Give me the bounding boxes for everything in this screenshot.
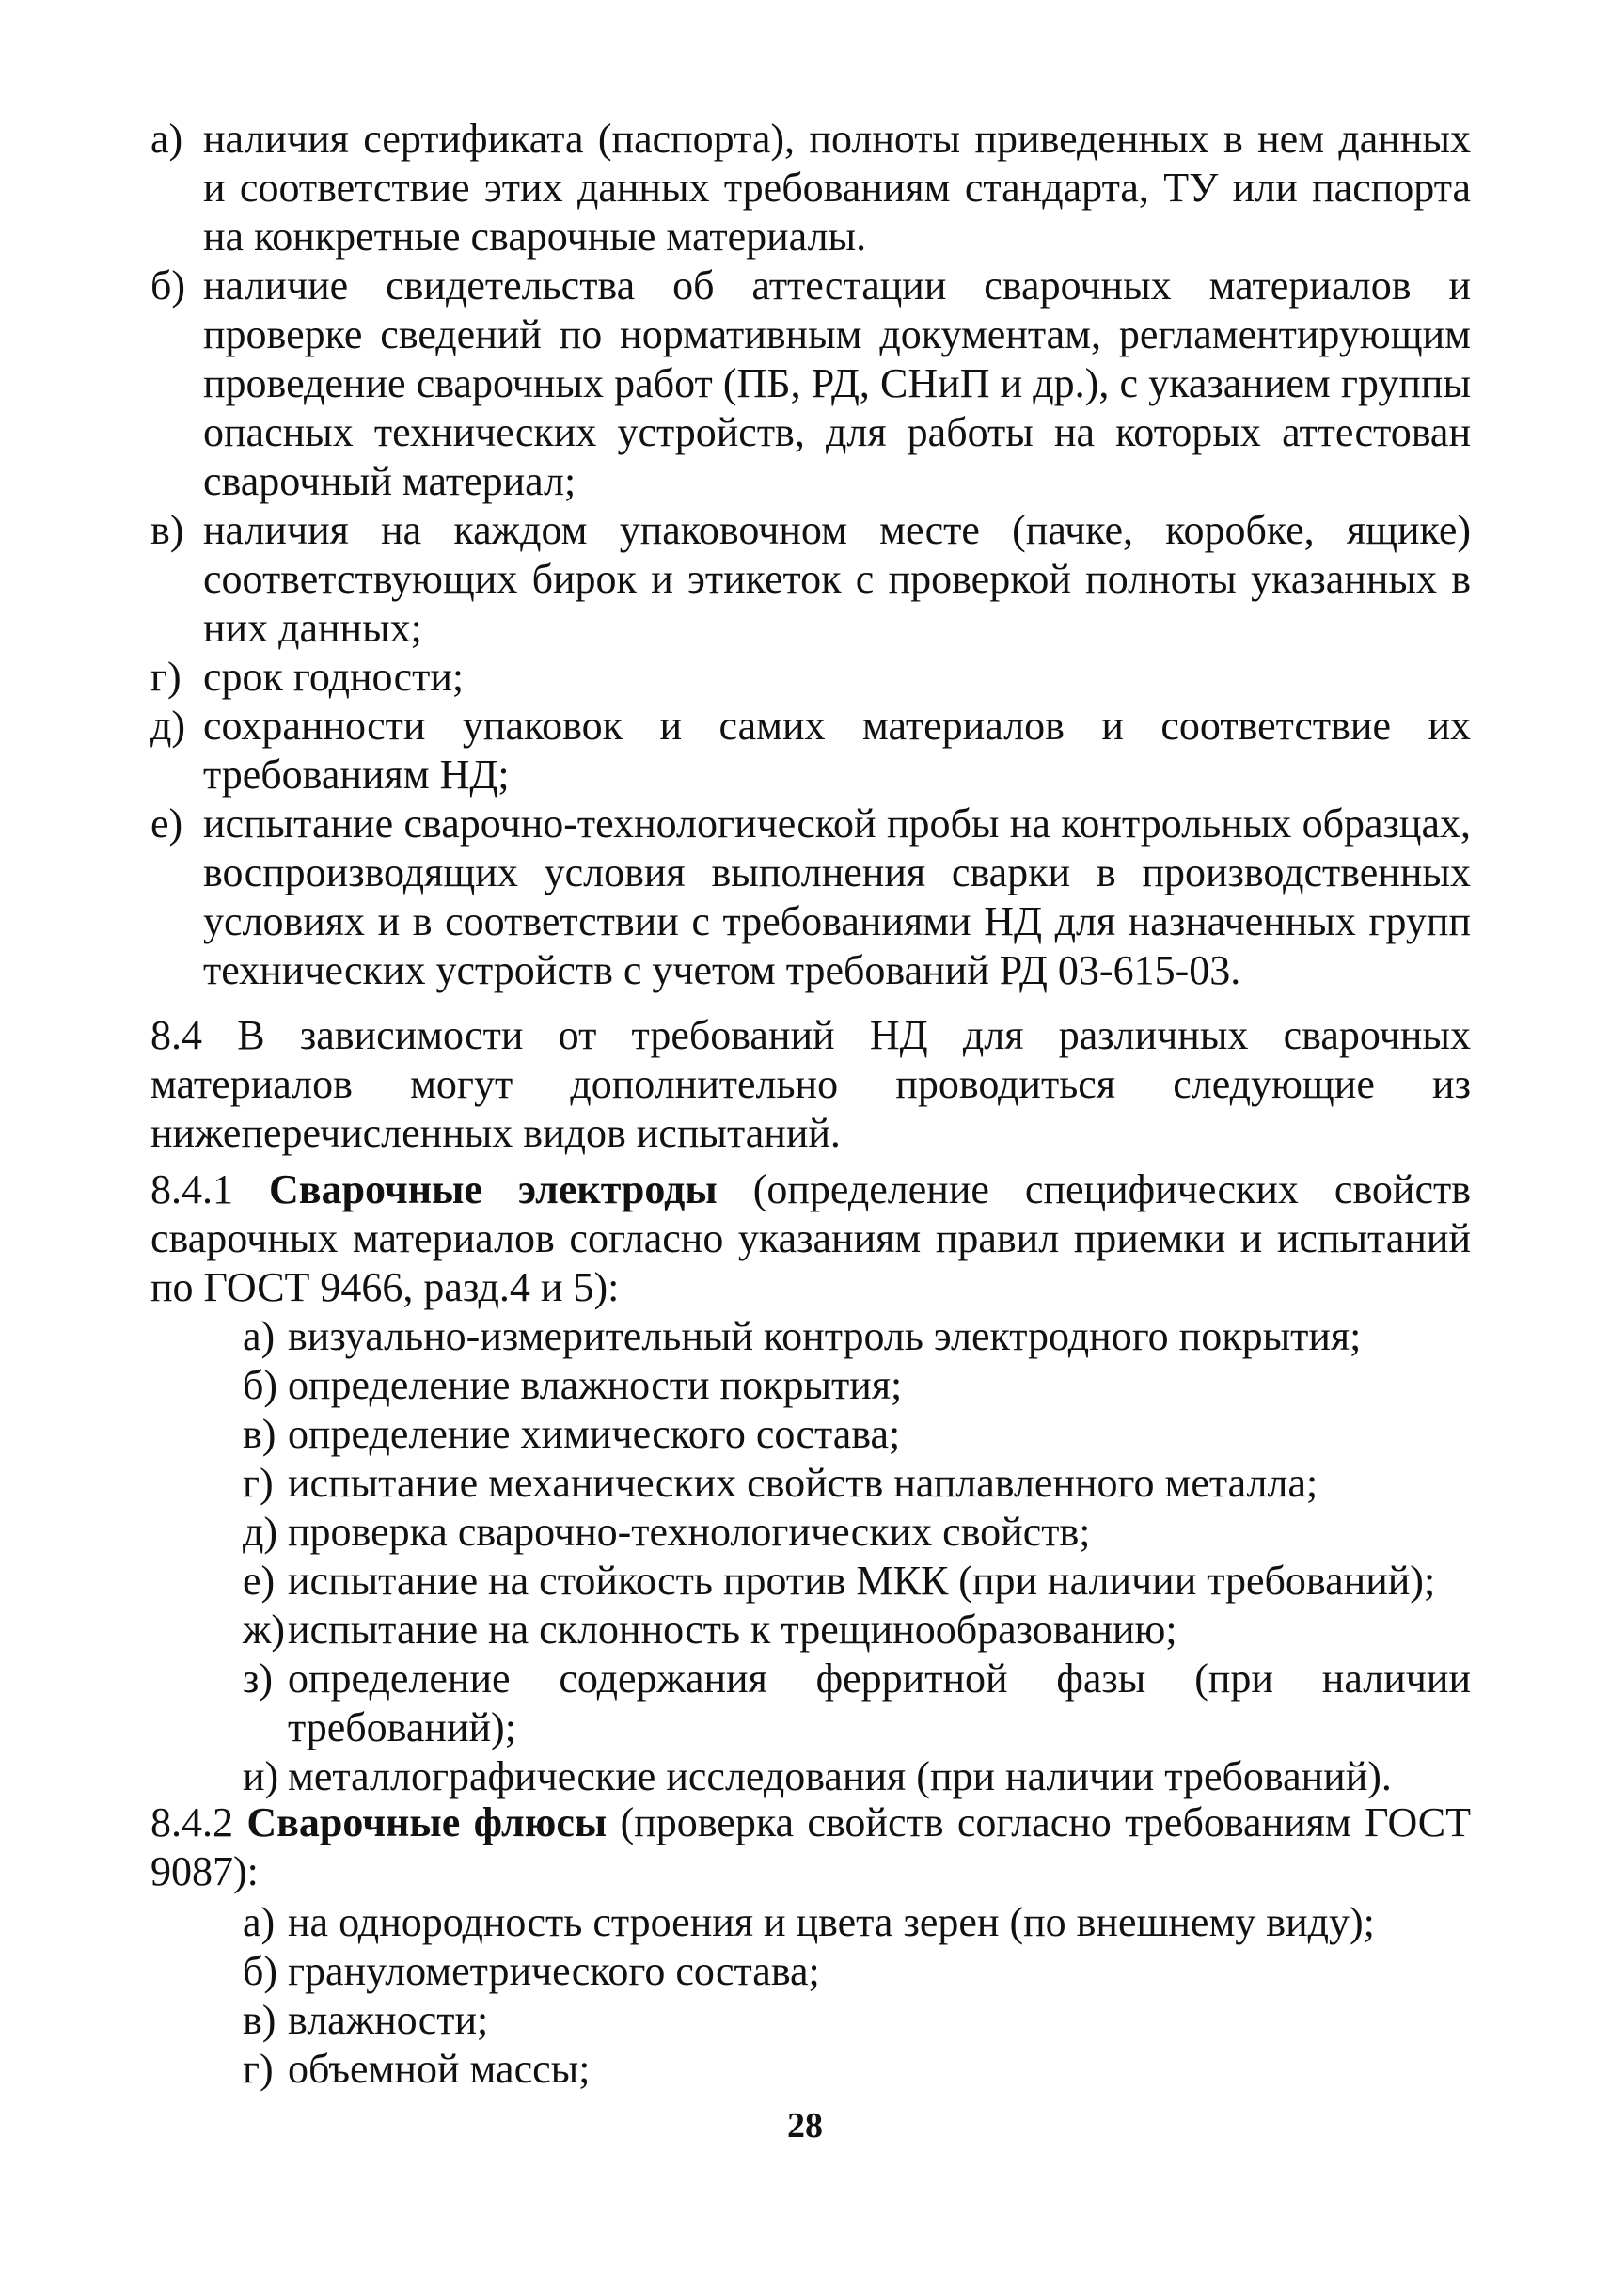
list-item-text: срок годности;: [203, 654, 465, 700]
section-heading: Сварочные электроды: [269, 1166, 718, 1212]
list-item-text: испытание на склонность к трещинообразованию;: [288, 1607, 1177, 1653]
list-item-text: проверка сварочно-технологических свойств;: [288, 1509, 1091, 1555]
list-item-text: гранулометрического состава;: [288, 1948, 820, 1994]
section-text: (определение специфических свойств сварочных материалов согласно указаниям правил приемки и испытаний по ГОСТ 9466, разд.4 и 5):: [150, 1166, 1471, 1310]
list-item-text: испытание механических свойств наплавленного металла;: [288, 1460, 1318, 1506]
list-item-text: влажности;: [288, 1997, 489, 2043]
list-item-text: металлографические исследования (при наличии требований).: [288, 1753, 1392, 1799]
list-item-text: визуально-измерительный контроль электродного покрытия;: [288, 1313, 1362, 1359]
list-item: [150, 506, 1471, 653]
section-number: 8.4.2: [150, 1799, 247, 1845]
section-8-4-1-paragraph: [150, 1165, 1471, 1312]
list-item-text: объемной массы;: [288, 2046, 591, 2092]
list-item: [243, 1508, 1471, 1557]
list-marker: г): [150, 654, 182, 700]
electrode-tests-list: [243, 1312, 1471, 1801]
list-item-text: наличия сертификата (паспорта), полноты приведенных в нем данных и соответствие этих данных требованиям стандарта, ТУ или паспорта на конкретные сварочные материалы.: [203, 116, 1471, 260]
list-marker: а): [243, 1899, 276, 1945]
list-marker: и): [243, 1753, 279, 1799]
flux-tests-list: [243, 1898, 1471, 2094]
list-item: [243, 1557, 1471, 1606]
list-item-text: определение химического состава;: [288, 1411, 901, 1457]
list-item-text: наличие свидетельства об аттестации сварочных материалов и проверке сведений по нормативным документам, регламентирующим проведение сварочных работ (ПБ, РД, СНиП и др.), с указанием группы опасных технических устройств, для работы на которых аттестован сварочный материал;: [203, 262, 1471, 504]
list-item-text: определение влажности покрытия;: [288, 1362, 903, 1408]
list-marker: г): [243, 1460, 274, 1506]
list-item: [243, 1606, 1471, 1655]
section-heading: Сварочные флюсы: [246, 1799, 608, 1845]
list-item-text: испытание сварочно-технологической пробы на контрольных образцах, воспроизводящих условия выполнения сварки в производственных условиях и в соответствии с требованиями НД для назначенных групп технических устройств с учетом требований РД 03-615-03.: [203, 800, 1471, 993]
section-8-4-paragraph: 8.4 В зависимости от требований НД для различных сварочных материалов могут дополнительно проводиться следующие из нижеперечисленных видов испытаний.: [150, 1012, 1471, 1156]
requirements-list: [150, 115, 1471, 995]
list-item: [243, 1996, 1471, 2045]
list-marker: б): [243, 1362, 278, 1408]
list-marker: б): [243, 1948, 278, 1994]
list-marker: е): [150, 800, 183, 847]
list-item: [243, 1947, 1471, 1996]
list-marker: е): [243, 1558, 276, 1604]
list-item-text: сохранности упаковок и самих материалов и соответствие их требованиям НД;: [203, 703, 1471, 798]
list-marker: а): [243, 1313, 276, 1359]
list-item: [243, 1361, 1471, 1410]
list-item: [150, 115, 1471, 261]
list-marker: б): [150, 262, 186, 309]
list-marker: ж): [243, 1607, 286, 1653]
list-item: [150, 800, 1471, 995]
list-item: [243, 1312, 1471, 1361]
list-item: [150, 261, 1471, 506]
section-number: 8.4.1: [150, 1166, 270, 1212]
list-item: [243, 1898, 1471, 1947]
list-item: [243, 2045, 1471, 2094]
list-item: [243, 1752, 1471, 1801]
list-marker: в): [150, 507, 184, 553]
list-item-text: испытание на стойкость против МКК (при наличии требований);: [288, 1558, 1436, 1604]
page-number: 28: [787, 2106, 823, 2146]
list-marker: з): [243, 1655, 274, 1702]
list-marker: в): [243, 1997, 276, 2043]
list-marker: д): [243, 1509, 278, 1555]
list-marker: в): [243, 1411, 276, 1457]
list-marker: а): [150, 116, 183, 162]
list-item: [243, 1410, 1471, 1459]
list-item: [150, 702, 1471, 800]
list-item: [150, 653, 1471, 702]
list-item-text: определение содержания ферритной фазы (при наличии требований);: [288, 1655, 1471, 1750]
list-item: [243, 1655, 1471, 1752]
list-item-text: на однородность строения и цвета зерен (по внешнему виду);: [288, 1899, 1375, 1945]
list-item-text: наличия на каждом упаковочном месте (пачке, коробке, ящике) соответствующих бирок и этикеток с проверкой полноты указанных в них данных;: [203, 507, 1471, 651]
list-marker: д): [150, 703, 186, 749]
section-text: (проверка свойств согласно требованиям ГОСТ 9087):: [150, 1799, 1471, 1894]
list-marker: г): [243, 2046, 274, 2092]
list-item: [243, 1459, 1471, 1508]
section-8-4-2-paragraph: [150, 1798, 1471, 1896]
